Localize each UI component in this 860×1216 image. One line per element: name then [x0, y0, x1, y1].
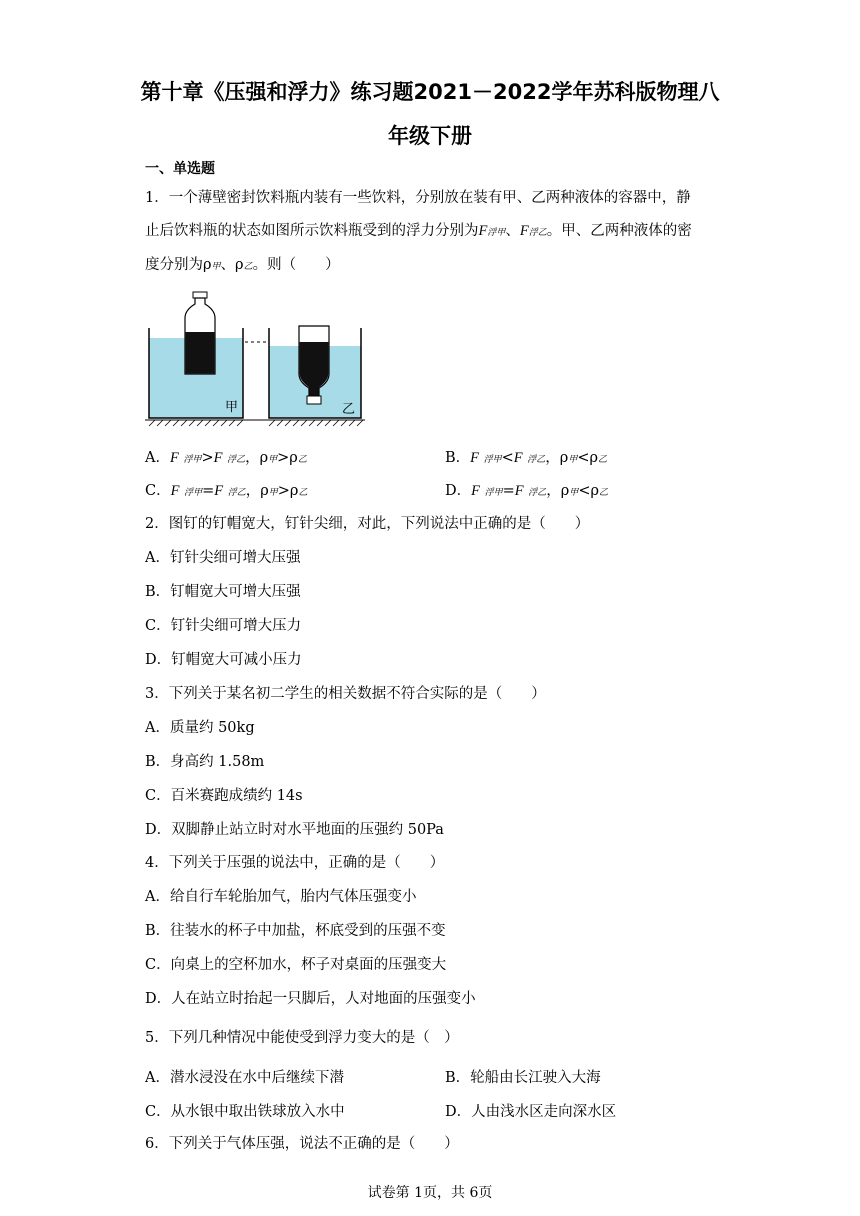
label-jia: 甲: [225, 400, 239, 415]
page-title-line1: 第十章《压强和浮力》练习题2021－2022学年苏科版物理八: [140, 80, 720, 104]
q3-option-b[interactable]: B．身高约 1.58m: [145, 754, 265, 770]
q3-option-d[interactable]: D．双脚静止站立时对水平地面的压强约 50Pa: [145, 822, 444, 838]
q3-option-a[interactable]: A．质量约 50kg: [145, 720, 255, 736]
q1-option-b[interactable]: B．F 浮甲<F 浮乙，ρ甲<ρ乙: [445, 450, 608, 466]
q1-line1: 1．一个薄壁密封饮料瓶内装有一些饮料，分别放在装有甲、乙两种液体的容器中，静: [145, 190, 691, 206]
q1-option-a[interactable]: A．F 浮甲>F 浮乙，ρ甲>ρ乙: [145, 450, 307, 466]
q4-option-a[interactable]: A．给自行车轮胎加气，胎内气体压强变小: [145, 889, 417, 905]
page-footer: 试卷第 1页，共 6页: [367, 1185, 493, 1201]
q1-option-c[interactable]: C．F 浮甲=F 浮乙，ρ甲>ρ乙: [145, 483, 308, 499]
q3-option-c[interactable]: C．百米赛跑成绩约 14s: [145, 788, 303, 804]
q6-stem: 6．下列关于气体压强，说法不正确的是（ ）: [145, 1136, 459, 1152]
q1-option-d[interactable]: D．F 浮甲=F 浮乙，ρ甲<ρ乙: [445, 483, 609, 499]
q5-option-a[interactable]: A．潜水浸没在水中后继续下潜: [145, 1070, 344, 1086]
q2-option-a[interactable]: A．钉针尖细可增大压强: [145, 550, 301, 566]
q2-option-d[interactable]: D．钉帽宽大可减小压力: [145, 652, 302, 668]
label-yi: 乙: [342, 402, 356, 417]
page-title-line2: 年级下册: [388, 124, 472, 148]
q2-option-c[interactable]: C．钉针尖细可增大压力: [145, 618, 302, 634]
q2-stem: 2．图钉的钉帽宽大，钉针尖细，对此，下列说法中正确的是（ ）: [145, 516, 590, 532]
q2-option-b[interactable]: B．钉帽宽大可增大压强: [145, 584, 301, 600]
q5-stem: 5．下列几种情况中能使受到浮力变大的是（ ）: [145, 1030, 459, 1046]
q4-option-b[interactable]: B．往装水的杯子中加盐，杯底受到的压强不变: [145, 923, 446, 939]
bottles-in-liquids-figure: [145, 288, 367, 428]
q5-option-b[interactable]: B．轮船由长江驶入大海: [445, 1070, 601, 1086]
q5-option-c[interactable]: C．从水银中取出铁球放入水中: [145, 1104, 345, 1120]
bottle-jia: [185, 292, 215, 374]
q4-option-c[interactable]: C．向桌上的空杯加水，杯子对桌面的压强变大: [145, 957, 447, 973]
q4-option-d[interactable]: D．人在站立时抬起一只脚后，人对地面的压强变小: [145, 991, 476, 1007]
q1-line3: 度分别为ρ甲、ρ乙。则（ ）: [145, 257, 340, 273]
q5-option-d[interactable]: D．人由浅水区走向深水区: [445, 1104, 617, 1120]
q1-line2: 止后饮料瓶的状态如图所示饮料瓶受到的浮力分别为F浮甲、F浮乙。甲、乙两种液体的密: [145, 223, 692, 239]
q3-stem: 3．下列关于某名初二学生的相关数据不符合实际的是（ ）: [145, 686, 546, 702]
section-heading: 一、单选题: [145, 161, 215, 177]
q4-stem: 4．下列关于压强的说法中，正确的是（ ）: [145, 855, 445, 871]
